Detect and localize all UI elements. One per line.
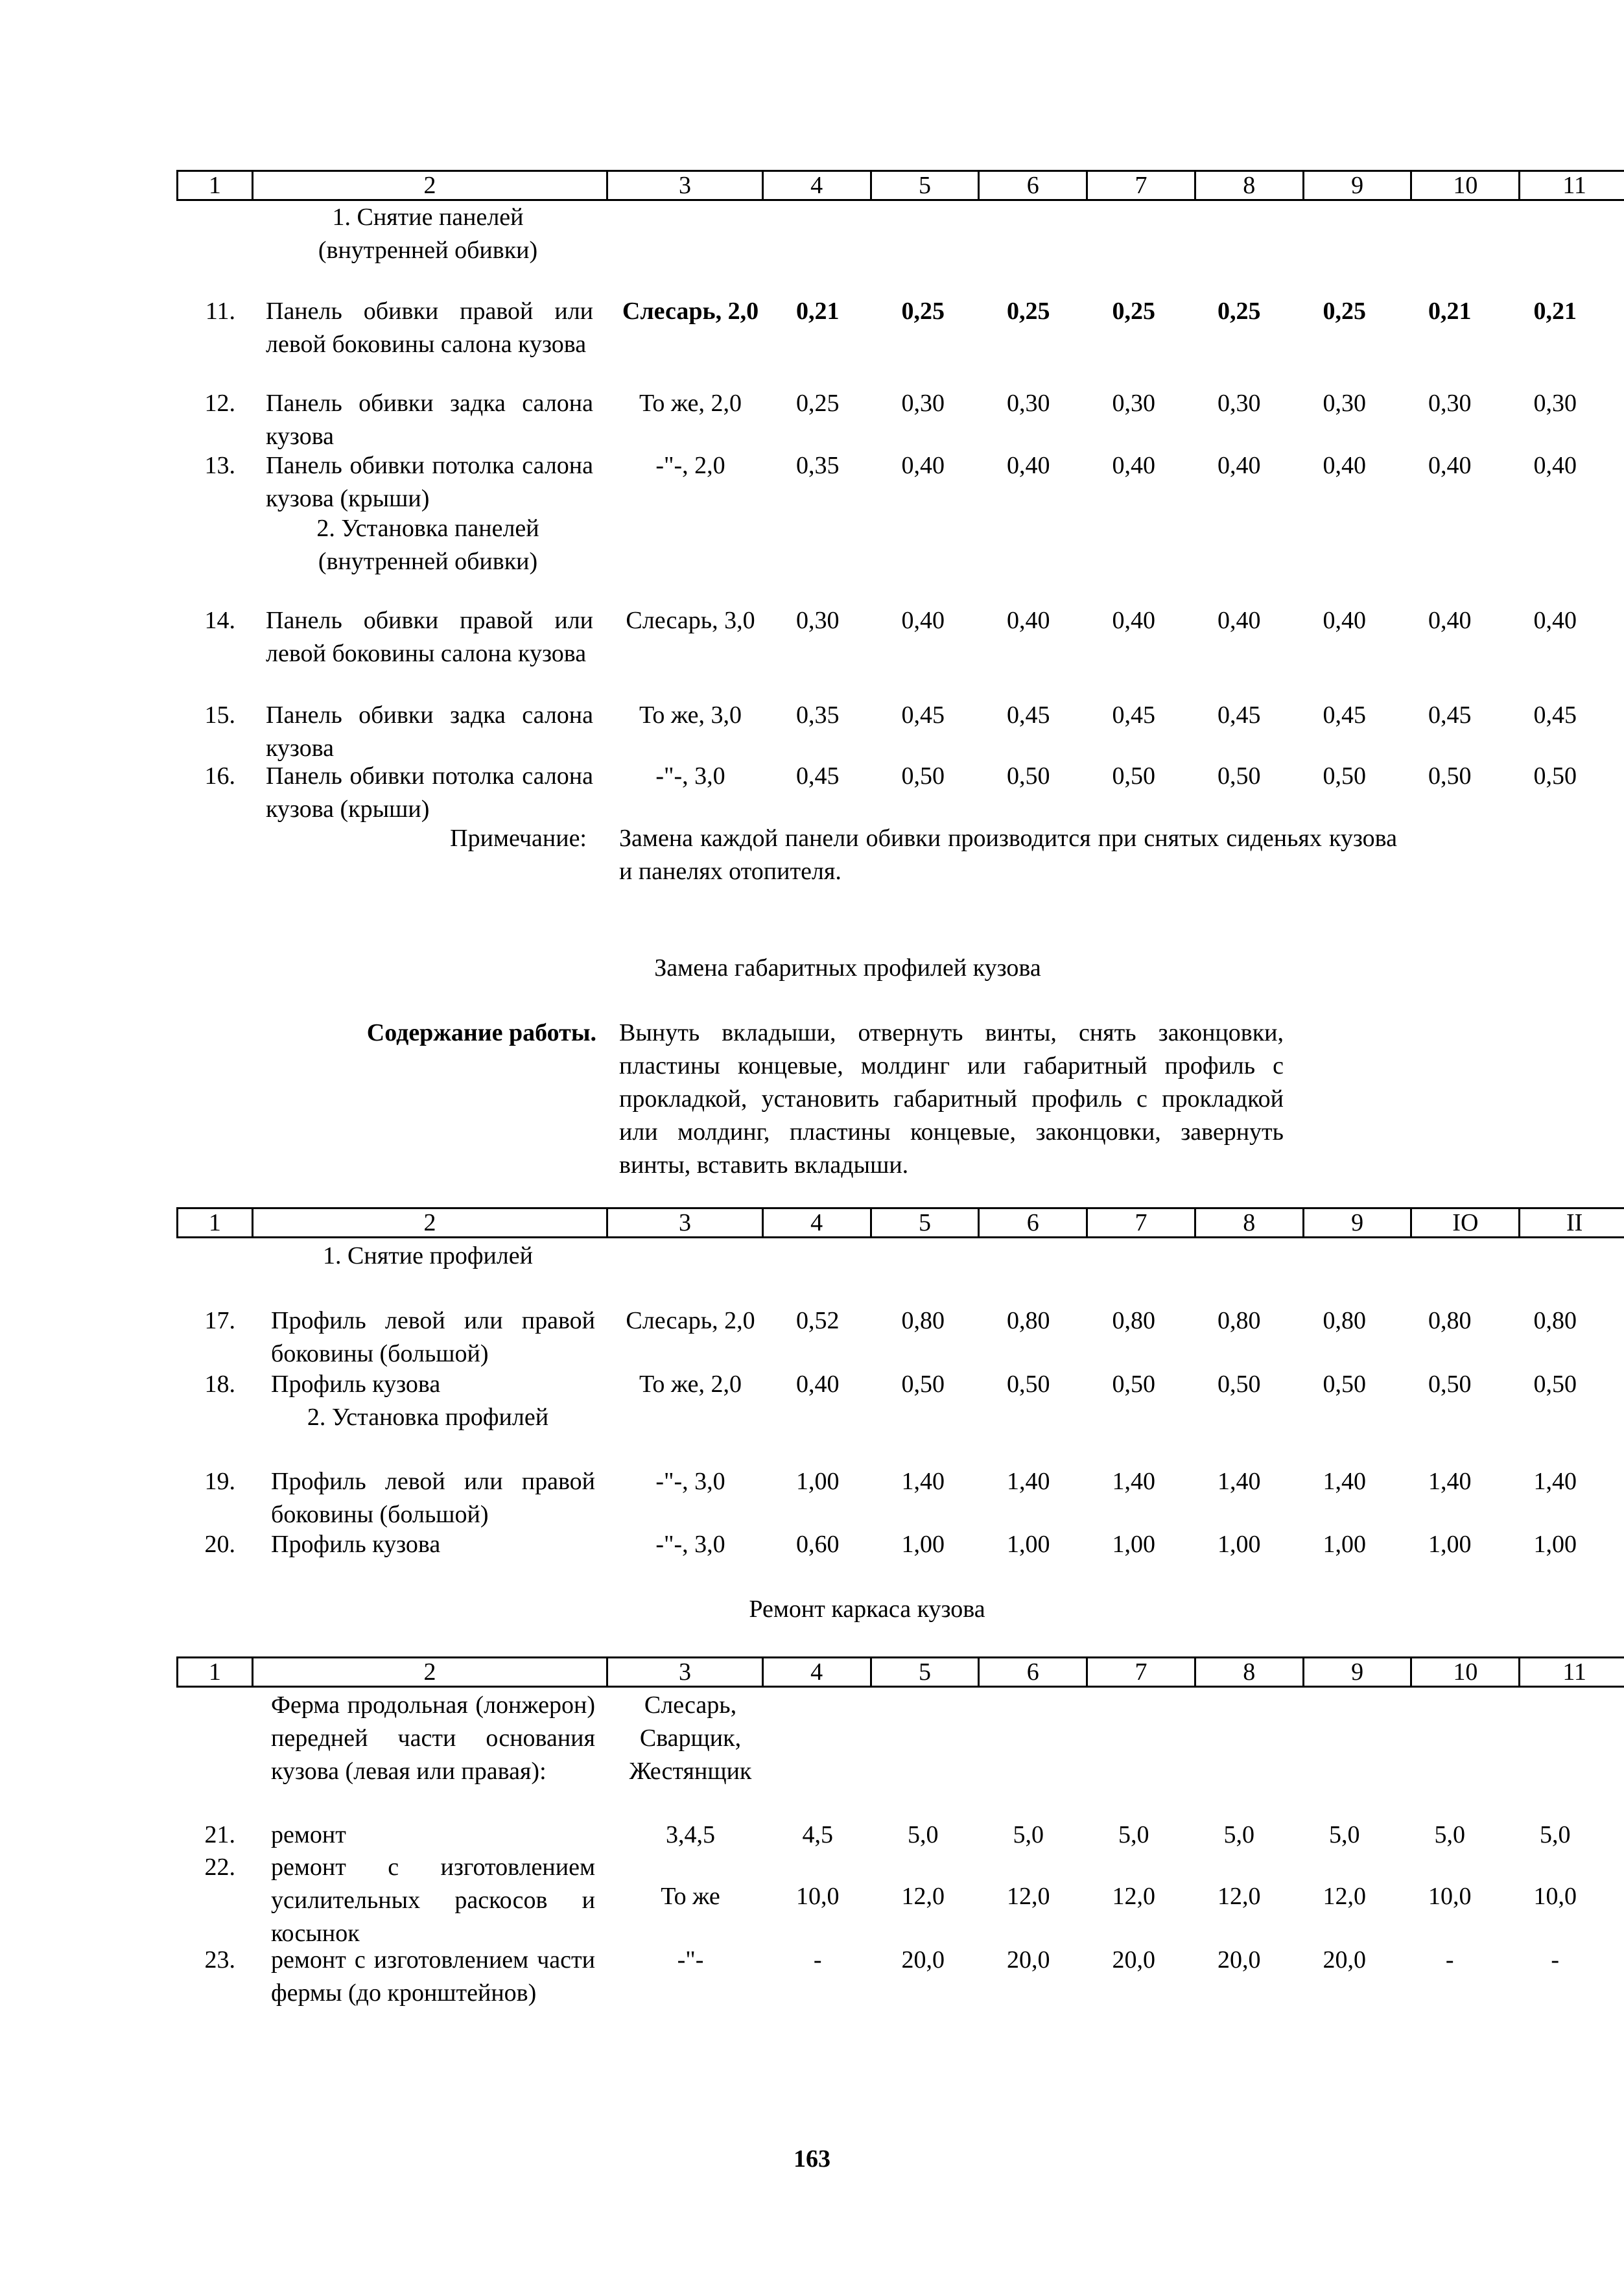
section-install-profiles [285,1401,571,1434]
value-cell: 0,35 [796,701,840,729]
col-9: 9 [1304,172,1413,199]
col-4: 4 [764,172,872,199]
row-number: 21. [204,1821,235,1848]
col-10: 10 [1412,1658,1520,1686]
col-3: 3 [608,1209,764,1236]
col-6: 6 [980,172,1088,199]
value-cell: 0,50 [1533,1371,1577,1398]
value-cell: 0,50 [1323,1371,1366,1398]
row-description: Панель обивки потолка салона кузова (крыши) [266,762,593,823]
row-description: Панель обивки задка салона кузова [266,390,593,450]
row-number: 16. [204,762,235,790]
value-cell: 0,25 [1007,298,1050,325]
section-title: Замена габаритных профилей кузова [654,954,1041,982]
row-values [765,760,1608,793]
col-6: 6 [980,1658,1088,1686]
row-values [765,1944,1608,1977]
value-cell: 1,40 [1428,1468,1472,1495]
section-install-panels [285,512,571,578]
row-values [765,1368,1608,1401]
row-description: Профиль кузова [271,1371,441,1398]
value-cell: 0,21 [1533,298,1577,325]
value-cell: 0,30 [796,607,840,634]
value-cell: 20,0 [1112,1946,1155,1974]
value-cell: 20,0 [901,1946,945,1974]
value-cell: 5,0 [908,1821,939,1848]
col-8: 8 [1196,1209,1304,1236]
value-cell: 12,0 [1007,1883,1050,1910]
value-cell: 5,0 [1223,1821,1254,1848]
value-cell: - [1445,1946,1454,1974]
value-cell: 0,50 [1323,762,1366,790]
frame-intro-description: Ферма продольная (лонжерон) передней части основания кузова (левая или правая): [271,1691,595,1785]
value-cell: 0,40 [901,607,945,634]
value-cell: 0,50 [1007,762,1050,790]
col-3: 3 [608,1658,764,1686]
col-7: 7 [1088,1658,1196,1686]
section-line: 1. Снятие профилей [323,1242,533,1269]
row-values [765,1304,1608,1337]
col-8: 8 [1196,1658,1304,1686]
row-description: ремонт с изготовлением части фермы (до кронштейнов) [271,1946,595,2007]
value-cell: 0,45 [1112,701,1155,729]
section-removal-panels [285,201,571,267]
value-cell: 0,50 [1218,1371,1261,1398]
value-cell: 4,5 [802,1821,833,1848]
value-cell: 0,50 [901,762,945,790]
row-profession: -"-, 3,0 [655,762,725,790]
row-number: 23. [204,1946,235,1974]
col-9: 9 [1304,1209,1413,1236]
work-label: Содержание работы. [366,1019,596,1046]
table-header-1 [176,170,1624,201]
value-cell: 12,0 [1112,1883,1155,1910]
row-number: 19. [204,1468,235,1495]
section-title: Ремонт каркаса кузова [749,1596,985,1623]
col-6: 6 [980,1209,1088,1236]
row-profession: Слесарь, 2,0 [626,1307,755,1334]
note-text: Замена каждой панели обивки производится при снятых сиденьях кузова и панелях отопителя. [619,825,1397,885]
value-cell: 1,40 [1533,1468,1577,1495]
col-5: 5 [872,1658,980,1686]
row-profession: То же [661,1883,720,1910]
value-cell: 0,30 [1533,390,1577,417]
value-cell: 20,0 [1218,1946,1261,1974]
row-description: ремонт [271,1821,346,1848]
value-cell: 0,30 [1218,390,1261,417]
value-cell: - [1551,1946,1560,1974]
row-values [765,699,1608,732]
value-cell: 0,40 [1218,607,1261,634]
value-cell: - [813,1946,822,1974]
col-5: 5 [872,1209,980,1236]
value-cell: 1,00 [1218,1531,1261,1558]
value-cell: 0,45 [1218,701,1261,729]
value-cell: 0,30 [1323,390,1366,417]
value-cell: 12,0 [1218,1883,1261,1910]
value-cell: 1,40 [901,1468,945,1495]
row-description: Профиль левой или правой боковины (большой) [271,1307,595,1367]
value-cell: 1,00 [1323,1531,1366,1558]
row-number: 12. [204,390,235,417]
value-cell: 5,0 [1540,1821,1571,1848]
col-10: 10 [1412,172,1520,199]
value-cell: 0,40 [1218,452,1261,479]
col-1: 1 [178,1209,253,1236]
value-cell: 12,0 [1323,1883,1366,1910]
value-cell: 0,40 [796,1371,840,1398]
row-values [765,1880,1608,1913]
value-cell: 0,30 [1112,390,1155,417]
section-line: (внутренней обивки) [318,548,538,575]
value-cell: 1,40 [1323,1468,1366,1495]
col-7: 7 [1088,172,1196,199]
col-3: 3 [608,172,764,199]
row-values [765,449,1608,482]
value-cell: 0,40 [1533,607,1577,634]
row-number: 14. [204,607,235,634]
value-cell: 0,40 [1112,452,1155,479]
value-cell: 0,40 [1112,607,1155,634]
row-number: 22. [204,1854,235,1881]
value-cell: 0,25 [1112,298,1155,325]
value-cell: 1,00 [1007,1531,1050,1558]
col-11: 11 [1562,1658,1586,1686]
value-cell: 0,50 [1112,1371,1155,1398]
row-number: 11. [205,298,235,325]
section-removal-profiles [285,1240,571,1273]
page-number: 163 [794,2145,830,2173]
value-cell: 1,00 [796,1468,840,1495]
col-1: 1 [178,172,253,199]
row-profession: -"- [677,1946,704,1974]
value-cell: 0,50 [1428,762,1472,790]
row-description: Панель обивки правой или левой боковины салона кузова [266,607,593,667]
value-cell: 0,80 [901,1307,945,1334]
col-2: 2 [253,1658,608,1686]
value-cell: 0,45 [1323,701,1366,729]
value-cell: 0,80 [1218,1307,1261,1334]
row-values [765,387,1608,420]
col-8: 8 [1196,172,1304,199]
value-cell: 0,21 [1428,298,1472,325]
value-cell: 1,00 [1533,1531,1577,1558]
row-profession: 3,4,5 [666,1821,715,1848]
value-cell: 0,40 [1323,452,1366,479]
value-cell: 5,0 [1329,1821,1360,1848]
row-values [765,295,1608,328]
section-line: 2. Установка профилей [307,1404,549,1431]
row-profession: Слесарь, 2,0 [622,298,759,325]
row-values [765,1819,1608,1852]
value-cell: 0,30 [1007,390,1050,417]
row-number: 20. [204,1531,235,1558]
value-cell: 0,25 [796,390,840,417]
row-number: 13. [204,452,235,479]
row-profession: -"-, 3,0 [655,1531,725,1558]
value-cell: 20,0 [1007,1946,1050,1974]
value-cell: 0,40 [1007,607,1050,634]
col-1: 1 [178,1658,253,1686]
value-cell: 0,40 [1007,452,1050,479]
value-cell: 0,30 [1428,390,1472,417]
col-5: 5 [872,172,980,199]
value-cell: 10,0 [1428,1883,1472,1910]
row-number: 18. [204,1371,235,1398]
value-cell: 0,45 [796,762,840,790]
value-cell: 0,35 [796,452,840,479]
section-line: 1. Снятие панелей [332,204,524,231]
value-cell: 12,0 [901,1883,945,1910]
table-header-3 [176,1656,1624,1688]
row-profession: То же, 3,0 [639,701,742,729]
col-9: 9 [1304,1658,1413,1686]
value-cell: 1,40 [1218,1468,1261,1495]
row-profession: То же, 2,0 [639,1371,742,1398]
value-cell: 0,50 [1428,1371,1472,1398]
value-cell: 0,40 [1533,452,1577,479]
row-description: Панель обивки потолка салона кузова (крыши) [266,452,593,512]
frame-intro-profession: Слесарь, Сварщик, Жестянщик [629,1691,752,1785]
col-11: 11 [1562,172,1586,199]
value-cell: 0,80 [1533,1307,1577,1334]
value-cell: 0,50 [1218,762,1261,790]
value-cell: 1,00 [1112,1531,1155,1558]
value-cell: 0,40 [901,452,945,479]
value-cell: 1,00 [901,1531,945,1558]
row-values [765,604,1608,637]
value-cell: 0,40 [1428,452,1472,479]
note-label: Примечание: [450,825,587,852]
value-cell: 0,80 [1007,1307,1050,1334]
value-cell: 0,80 [1428,1307,1472,1334]
col-7: 7 [1088,1209,1196,1236]
value-cell: 5,0 [1013,1821,1044,1848]
section-line: (внутренней обивки) [318,237,538,264]
value-cell: 0,50 [1112,762,1155,790]
value-cell: 1,40 [1112,1468,1155,1495]
value-cell: 1,40 [1007,1468,1050,1495]
row-number: 17. [204,1307,235,1334]
value-cell: 0,45 [1428,701,1472,729]
value-cell: 0,52 [796,1307,840,1334]
work-text: Вынуть вкладыши, отвернуть винты, снять законцовки, пластины концевые, молдинг или габаритный профиль с прокладкой, установить габаритный профиль с прокладкой или молдинг, пластины концевые, законцовки, завернуть винты, вставить вкладыши. [619,1019,1284,1179]
row-values [765,1528,1608,1561]
col-4: 4 [764,1658,872,1686]
section-line: 2. Установка панелей [316,515,539,542]
col-2: 2 [253,172,608,199]
row-profession: -"-, 3,0 [655,1468,725,1495]
row-description: Профиль кузова [271,1531,441,1558]
value-cell: 20,0 [1323,1946,1366,1974]
row-description: Панель обивки правой или левой боковины салона кузова [266,298,593,358]
value-cell: 0,60 [796,1531,840,1558]
row-number: 15. [204,701,235,729]
row-profession: -"-, 2,0 [655,452,725,479]
value-cell: 0,80 [1323,1307,1366,1334]
value-cell: 0,25 [1218,298,1261,325]
col-2: 2 [253,1209,608,1236]
value-cell: 0,25 [1323,298,1366,325]
table-header-2 [176,1207,1624,1238]
value-cell: 5,0 [1434,1821,1465,1848]
value-cell: 0,50 [901,1371,945,1398]
value-cell: 5,0 [1118,1821,1149,1848]
row-description: Панель обивки задка салона кузова [266,701,593,762]
row-description: ремонт с изготовлением усилительных раскосов и косынок [271,1854,595,1947]
value-cell: 0,21 [796,298,840,325]
value-cell: 0,40 [1323,607,1366,634]
col-4: 4 [764,1209,872,1236]
value-cell: 0,50 [1533,762,1577,790]
value-cell: 10,0 [1533,1883,1577,1910]
value-cell: 0,45 [901,701,945,729]
row-profession: Слесарь, 3,0 [626,607,755,634]
value-cell: 0,25 [901,298,945,325]
col-11: II [1566,1209,1583,1236]
col-10: IO [1412,1209,1520,1236]
value-cell: 0,80 [1112,1307,1155,1334]
row-profession: То же, 2,0 [639,390,742,417]
row-description: Профиль левой или правой боковины (большой) [271,1468,595,1528]
value-cell: 0,30 [901,390,945,417]
row-values [765,1465,1608,1498]
value-cell: 0,45 [1007,701,1050,729]
value-cell: 1,00 [1428,1531,1472,1558]
value-cell: 0,50 [1007,1371,1050,1398]
value-cell: 0,45 [1533,701,1577,729]
value-cell: 0,40 [1428,607,1472,634]
value-cell: 10,0 [796,1883,840,1910]
